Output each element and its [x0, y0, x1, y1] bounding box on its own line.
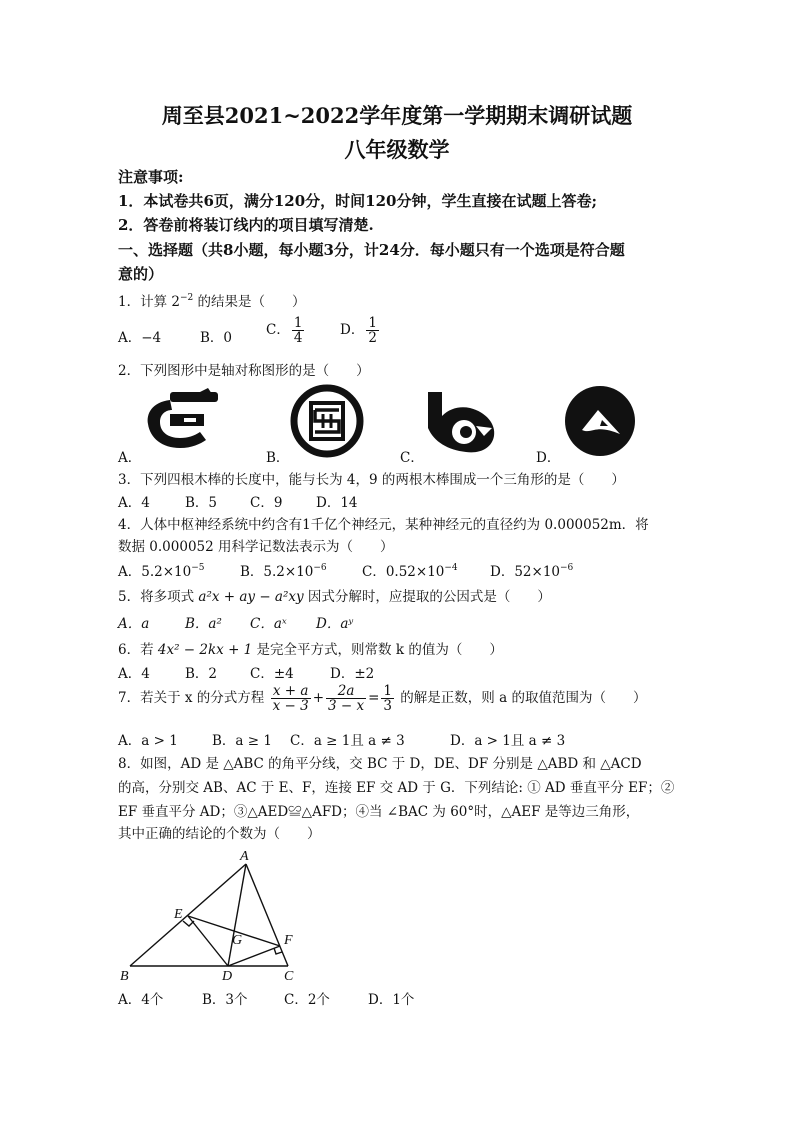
q7-option-d: D．a > 1且 a ≠ 3 — [450, 733, 566, 749]
q1-d-den: 2 — [368, 330, 377, 347]
q7-equals: = — [368, 690, 380, 707]
q1-option-c — [266, 316, 306, 345]
q1-stem-post: 的结果是（ ） — [193, 294, 306, 310]
q4-a-exp: −5 — [191, 563, 205, 573]
q4-option-c — [362, 560, 458, 580]
q1-option-b: B．0 — [200, 330, 233, 346]
q7-f2-num: 2a — [326, 684, 366, 699]
logo-b-icon — [290, 384, 364, 458]
q1-c-den: 4 — [293, 330, 303, 347]
segment-ad — [228, 864, 246, 966]
q7-f3-num: 1 — [383, 683, 393, 699]
q6-stem-post: 是完全平方式，则常数 k 的值为（ ） — [252, 642, 503, 658]
q4-a-base: A．5.2×10 — [118, 564, 192, 580]
logo-d-icon — [562, 384, 638, 458]
question-2: 2．下列图形中是轴对称图形的是（ ） — [118, 363, 370, 379]
q1-c-num: 1 — [293, 315, 303, 331]
question-8-line-2: 的高，分别交 AB、AC 于 E、F，连接 EF 交 AD 于 G．下列结论: ① AD 垂直平分 EF；② — [118, 780, 675, 796]
q4-c-exp: −4 — [444, 563, 458, 573]
q2-option-c: C． — [400, 450, 424, 466]
q7-plus: + — [312, 690, 324, 707]
q1-d-num: 1 — [368, 315, 377, 331]
q2-option-d: D． — [536, 450, 561, 466]
q8-option-c: C．2个 — [284, 992, 330, 1008]
q1-option-c-fraction — [292, 316, 305, 345]
q1-exponent: −2 — [179, 293, 194, 303]
section-1-heading: 一、选择题（共8小题，每小题3分，计24分．每小题只有一个选项是符合题 — [118, 241, 625, 259]
question-4: 4．人体中枢神经系统中约含有1千亿个神经元，某种神经元的直径约为 0.000052m．将 — [118, 517, 649, 533]
q5-option-a: A．a — [118, 616, 150, 632]
q4-d-exp: −6 — [560, 563, 574, 573]
q4-c-base: C．0.52×10 — [362, 564, 445, 580]
q3-option-b: B．5 — [185, 495, 218, 511]
q4-option-d — [490, 560, 573, 580]
q1-option-d-label: D． — [340, 322, 365, 339]
q6-option-d: D．±2 — [330, 666, 375, 682]
q7-f1-den: x − 3 — [272, 698, 309, 715]
q4-d-base: D．52×10 — [490, 564, 560, 580]
q5-option-c: C．aˣ — [250, 616, 287, 632]
section-1-heading-cont: 意的） — [118, 265, 164, 283]
note-1: 1．本试卷共6页，满分120分，时间120分钟，学生直接在试题上答卷; — [118, 192, 598, 210]
q2-option-b: B． — [266, 450, 290, 466]
label-c: C — [284, 969, 294, 984]
label-a: A — [240, 849, 249, 864]
q1-option-c-label: C． — [266, 322, 290, 339]
q6-option-b: B．2 — [185, 666, 218, 682]
q4-option-a — [118, 560, 205, 580]
label-g: G — [232, 933, 243, 948]
page-title: 周至县2021~2022学年度第一学期期末调研试题 — [161, 103, 633, 128]
label-e: E — [174, 907, 183, 922]
q7-fraction-1 — [271, 684, 311, 713]
note-2: 2．答卷前将装订线内的项目填写清楚. — [118, 216, 374, 234]
q1-option-d — [340, 316, 381, 345]
q3-option-d: D．14 — [316, 495, 358, 511]
label-f: F — [284, 933, 293, 948]
label-b: B — [120, 969, 129, 984]
triangle-figure — [118, 846, 318, 984]
q1-stem-pre: 1．计算 2 — [118, 294, 180, 310]
question-8-line-4: 其中正确的结论的个数为（ ） — [118, 826, 321, 842]
q7-option-a: A．a > 1 — [118, 733, 178, 749]
question-1 — [118, 290, 306, 310]
notes-heading: 注意事项: — [118, 168, 184, 186]
q8-option-d: D．1个 — [368, 992, 415, 1008]
q7-f1-num: x + a — [271, 684, 311, 699]
segment-df — [228, 946, 280, 966]
q7-fraction-3 — [381, 684, 394, 713]
q4-b-base: B．5.2×10 — [240, 564, 314, 580]
page-subtitle: 八年级数学 — [344, 137, 450, 162]
question-6 — [118, 638, 503, 658]
question-5 — [118, 585, 551, 605]
q7-option-c: C．a ≥ 1且 a ≠ 3 — [290, 733, 405, 749]
label-d: D — [222, 969, 233, 984]
q6-stem-pre: 6．若 — [118, 642, 158, 658]
q7-option-b: B．a ≥ 1 — [212, 733, 272, 749]
q1-option-a: A．−4 — [118, 330, 162, 346]
q3-option-a: A．4 — [118, 495, 150, 511]
q5-expression: a²x + ay − a²xy — [198, 589, 304, 605]
q7-f2-den: 3 − x — [328, 698, 365, 715]
question-4-cont: 数据 0.000052 用科学记数法表示为（ ） — [118, 539, 394, 555]
q7-fraction-2 — [326, 684, 366, 713]
logo-a-icon — [140, 388, 230, 454]
q6-option-c: C．±4 — [250, 666, 294, 682]
q6-expression: 4x² − 2kx + 1 — [157, 642, 253, 658]
q7-stem-pre: 7．若关于 x 的分式方程 — [118, 690, 269, 707]
q2-option-a: A． — [118, 450, 142, 466]
q8-option-b: B．3个 — [202, 992, 248, 1008]
q7-stem-post: 的解是正数，则 a 的取值范围为（ ） — [396, 690, 647, 707]
q4-b-exp: −6 — [313, 563, 327, 573]
right-angle-e — [183, 921, 194, 926]
question-3: 3．下列四根木棒的长度中，能与长为 4，9 的两根木棒围成一个三角形的是（ ） — [118, 472, 625, 488]
question-8-line-3: EF 垂直平分 AD；③△AED≌△AFD；④当 ∠BAC 为 60°时，△AEF 是等边三角形， — [118, 804, 640, 820]
q4-option-b — [240, 560, 327, 580]
q5-option-b: B．a² — [185, 616, 222, 632]
q3-option-c: C．9 — [250, 495, 283, 511]
segment-de — [188, 916, 228, 966]
logo-c-icon — [424, 388, 500, 454]
q5-stem-post: 因式分解时，应提取的公因式是（ ） — [303, 589, 551, 605]
question-8: 8．如图，AD 是 △ABC 的角平分线，交 BC 于 D，DE、DF 分别是 △ABD 和 △ACD — [118, 756, 642, 772]
q6-option-a: A．4 — [118, 666, 150, 682]
q5-option-d: D．aʸ — [316, 616, 354, 632]
question-7 — [118, 684, 646, 713]
q5-stem-pre: 5．将多项式 — [118, 589, 199, 605]
segment-ab — [130, 864, 246, 966]
q7-f3-den: 3 — [383, 698, 393, 715]
q8-option-a: A．4个 — [118, 992, 164, 1008]
q1-option-d-fraction — [366, 316, 379, 345]
